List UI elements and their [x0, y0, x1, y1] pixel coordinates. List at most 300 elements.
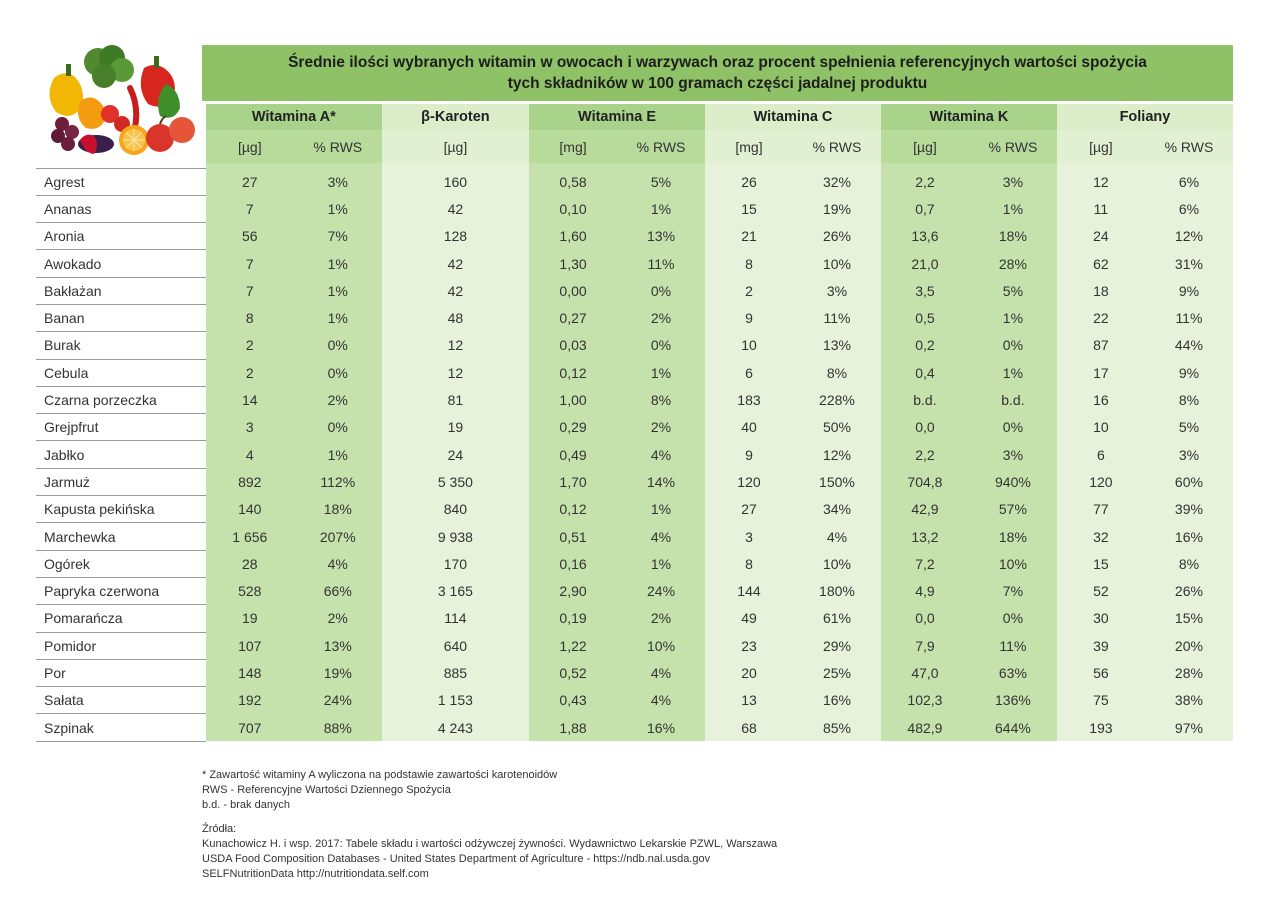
table-cell: 0,12 [529, 359, 617, 386]
table-cell: 0,03 [529, 332, 617, 359]
table-cell: 940% [969, 468, 1057, 495]
table-cell: 1,00 [529, 386, 617, 413]
table-cell: 28% [969, 250, 1057, 277]
table-cell: 26% [1145, 577, 1233, 604]
table-cell: 0% [969, 605, 1057, 632]
table-cell: 24 [382, 441, 529, 468]
table-cell: 30 [1057, 605, 1145, 632]
source-2: USDA Food Composition Databases - United States Department of Agriculture - https://ndb.nal.usda.gov [202, 853, 711, 865]
table-cell: 4% [617, 687, 705, 714]
table-cell: 2% [617, 304, 705, 331]
table-cell: 19% [294, 659, 382, 686]
footnote-bd: b.d. - brak danych [202, 799, 291, 811]
table-cell: 4% [793, 523, 881, 550]
table-cell: 12% [1145, 223, 1233, 250]
unit-header: [mg] [705, 130, 793, 163]
table-cell: 81 [382, 386, 529, 413]
table-cell: 150% [793, 468, 881, 495]
table-cell: 0% [294, 414, 382, 441]
table-cell: 0,16 [529, 550, 617, 577]
table-cell: 1% [617, 550, 705, 577]
product-name: Szpinak [36, 714, 206, 741]
table-cell: 13,6 [881, 223, 969, 250]
table-cell: 62 [1057, 250, 1145, 277]
table-cell: 17 [1057, 359, 1145, 386]
table-cell: 0,43 [529, 687, 617, 714]
header-beta-carotene: β-Karoten [382, 104, 529, 130]
table-cell: 2% [294, 386, 382, 413]
table-cell: 11% [793, 304, 881, 331]
product-name: Awokado [36, 250, 206, 277]
table-cell: 42,9 [881, 496, 969, 523]
table-cell: 42 [382, 277, 529, 304]
table-cell: 1% [294, 441, 382, 468]
table-cell: 2% [617, 605, 705, 632]
table-cell: 1% [969, 359, 1057, 386]
unit-header: [µg] [1057, 130, 1145, 163]
table-cell: 140 [206, 496, 294, 523]
table-row [36, 496, 1233, 523]
table-cell: 0,7 [881, 195, 969, 222]
table-cell: 0,0 [881, 414, 969, 441]
product-name: Banan [36, 304, 206, 331]
table-cell: 2,2 [881, 441, 969, 468]
table-cell: 8% [617, 386, 705, 413]
table-cell: 1,70 [529, 468, 617, 495]
table-row [36, 605, 1233, 632]
table-cell: 34% [793, 496, 881, 523]
table-cell: 0,4 [881, 359, 969, 386]
table-cell: 0,58 [529, 168, 617, 195]
table-cell: 114 [382, 605, 529, 632]
table-row [36, 223, 1233, 250]
footnotes [202, 768, 777, 882]
table-cell: 6 [705, 359, 793, 386]
table-cell: 2,2 [881, 168, 969, 195]
table-cell: 1,30 [529, 250, 617, 277]
table-cell: 0,19 [529, 605, 617, 632]
product-name: Sałata [36, 687, 206, 714]
product-name: Agrest [36, 168, 206, 195]
table-cell: 120 [705, 468, 793, 495]
table-cell: 3 165 [382, 577, 529, 604]
table-cell: 75 [1057, 687, 1145, 714]
table-cell: 26% [793, 223, 881, 250]
table-cell: 0% [969, 414, 1057, 441]
table-cell: 50% [793, 414, 881, 441]
table-row [36, 168, 1233, 195]
table-cell: 5% [969, 277, 1057, 304]
table-cell: 3% [969, 168, 1057, 195]
table-row [36, 632, 1233, 659]
table-cell: 892 [206, 468, 294, 495]
table-cell: 144 [705, 577, 793, 604]
unit-header: % RWS [969, 130, 1057, 163]
table-cell: 24% [294, 687, 382, 714]
table-cell: 885 [382, 659, 529, 686]
table-cell: 1% [617, 496, 705, 523]
table-row [36, 250, 1233, 277]
table-cell: 40 [705, 414, 793, 441]
unit-header: [mg] [529, 130, 617, 163]
table-cell: 1% [969, 304, 1057, 331]
table-cell: 0,29 [529, 414, 617, 441]
table-cell: 29% [793, 632, 881, 659]
table-cell: 18% [969, 523, 1057, 550]
table-cell: 120 [1057, 468, 1145, 495]
table-cell: 4 [206, 441, 294, 468]
table-cell: 8 [705, 550, 793, 577]
table-cell: 1 656 [206, 523, 294, 550]
table-row [36, 195, 1233, 222]
table-cell: 1% [617, 195, 705, 222]
table-row [36, 468, 1233, 495]
table-cell: 0,51 [529, 523, 617, 550]
table-cell: 12 [382, 359, 529, 386]
table-cell: 8 [705, 250, 793, 277]
table-cell: 1,22 [529, 632, 617, 659]
table-cell: 10 [1057, 414, 1145, 441]
source-1: Kunachowicz H. i wsp. 2017: Tabele składu i wartości odżywczej żywności. Wydawnictwo Lekarskie PZWL, Warszawa [202, 838, 778, 850]
table-cell: 0,5 [881, 304, 969, 331]
table-cell: 48 [382, 304, 529, 331]
unit-header: % RWS [617, 130, 705, 163]
table-cell: 4,9 [881, 577, 969, 604]
product-name: Kapusta pekińska [36, 496, 206, 523]
table-cell: 112% [294, 468, 382, 495]
table-cell: 42 [382, 250, 529, 277]
table-cell: 1% [294, 277, 382, 304]
product-name: Grejpfrut [36, 414, 206, 441]
table-cell: 88% [294, 714, 382, 741]
table-cell: 6% [1145, 195, 1233, 222]
table-cell: 14% [617, 468, 705, 495]
product-name: Marchewka [36, 523, 206, 550]
product-name: Czarna porzeczka [36, 386, 206, 413]
sources-label: Źródła: [202, 823, 237, 835]
table-cell: 42 [382, 195, 529, 222]
table-cell: 9 [705, 441, 793, 468]
table-cell: 5% [617, 168, 705, 195]
table-cell: 28 [206, 550, 294, 577]
table-cell: 5 350 [382, 468, 529, 495]
table-cell: 0% [969, 332, 1057, 359]
table-row [36, 414, 1233, 441]
table-cell: 2,90 [529, 577, 617, 604]
table-cell: 228% [793, 386, 881, 413]
table-cell: 20 [705, 659, 793, 686]
table-cell: 1,88 [529, 714, 617, 741]
table-cell: 25% [793, 659, 881, 686]
table-cell: 77 [1057, 496, 1145, 523]
table-row [36, 687, 1233, 714]
table-row [36, 304, 1233, 331]
header-vitamin-c: Witamina C [705, 104, 881, 130]
table-cell: 3% [969, 441, 1057, 468]
table-cell: 9% [1145, 277, 1233, 304]
table-cell: 24 [1057, 223, 1145, 250]
product-name: Ogórek [36, 550, 206, 577]
table-cell: 12 [382, 332, 529, 359]
table-cell: 128 [382, 223, 529, 250]
table-row [36, 277, 1233, 304]
table-title-line-2: tych składników w 100 gramach części jadalnej produktu [507, 75, 928, 92]
table-cell: 3% [793, 277, 881, 304]
table-cell: 4% [617, 659, 705, 686]
table-cell: 10% [793, 250, 881, 277]
table-cell: 39 [1057, 632, 1145, 659]
table-cell: 7% [294, 223, 382, 250]
table-cell: 56 [206, 223, 294, 250]
table-cell: 32% [793, 168, 881, 195]
table-cell: 482,9 [881, 714, 969, 741]
unit-header: % RWS [793, 130, 881, 163]
table-cell: 0% [617, 277, 705, 304]
table-cell: 5% [1145, 414, 1233, 441]
unit-header: [µg] [206, 130, 294, 163]
table-cell: 0,2 [881, 332, 969, 359]
table-cell: 644% [969, 714, 1057, 741]
table-cell: 1% [294, 195, 382, 222]
table-cell: 24% [617, 577, 705, 604]
table-cell: 47,0 [881, 659, 969, 686]
vitamin-table [36, 104, 1233, 742]
product-name: Papryka czerwona [36, 577, 206, 604]
table-cell: 19% [793, 195, 881, 222]
table-cell: 2 [206, 332, 294, 359]
table-cell: 193 [1057, 714, 1145, 741]
table-cell: 2% [617, 414, 705, 441]
table-cell: 21 [705, 223, 793, 250]
table-cell: 0,12 [529, 496, 617, 523]
table-row [36, 332, 1233, 359]
header-row-groups [36, 104, 1233, 130]
table-row [36, 523, 1233, 550]
table-cell: 0% [617, 332, 705, 359]
table-cell: 0,00 [529, 277, 617, 304]
table-cell: 1% [969, 195, 1057, 222]
table-cell: 52 [1057, 577, 1145, 604]
table-cell: 15 [1057, 550, 1145, 577]
table-cell: 10% [617, 632, 705, 659]
table-cell: 16% [793, 687, 881, 714]
table-cell: 707 [206, 714, 294, 741]
header-vitamin-a: Witamina A* [206, 104, 382, 130]
table-cell: 3,5 [881, 277, 969, 304]
table-cell: 7% [969, 577, 1057, 604]
table-cell: 0% [294, 332, 382, 359]
table-cell: 16 [1057, 386, 1145, 413]
table-cell: 44% [1145, 332, 1233, 359]
table-cell: 9 [705, 304, 793, 331]
table-cell: 0,52 [529, 659, 617, 686]
table-cell: 1% [294, 250, 382, 277]
table-cell: b.d. [969, 386, 1057, 413]
table-row [36, 714, 1233, 741]
table-cell: 68 [705, 714, 793, 741]
table-cell: b.d. [881, 386, 969, 413]
table-cell: 10% [969, 550, 1057, 577]
table-title-line-1: Średnie ilości wybranych witamin w owocach i warzywach oraz procent spełnienia referencyjnych wartości spożycia [288, 54, 1147, 71]
table-cell: 192 [206, 687, 294, 714]
table-cell: 7 [206, 277, 294, 304]
footnote-rws: RWS - Referencyjne Wartości Dziennego Spożycia [202, 784, 451, 796]
table-title [202, 45, 1233, 101]
product-name: Por [36, 659, 206, 686]
table-cell: 15% [1145, 605, 1233, 632]
table-cell: 0,0 [881, 605, 969, 632]
table-cell: 0,10 [529, 195, 617, 222]
unit-header: [µg] [881, 130, 969, 163]
table-cell: 26 [705, 168, 793, 195]
table-cell: 13% [294, 632, 382, 659]
table-cell: 7 [206, 195, 294, 222]
table-cell: 27 [206, 168, 294, 195]
table-cell: 102,3 [881, 687, 969, 714]
table-cell: 10% [793, 550, 881, 577]
source-3: SELFNutritionData http://nutritiondata.self.com [202, 868, 429, 880]
table-cell: 6 [1057, 441, 1145, 468]
table-cell: 11 [1057, 195, 1145, 222]
table-cell: 12 [1057, 168, 1145, 195]
table-cell: 1% [617, 359, 705, 386]
table-cell: 28% [1145, 659, 1233, 686]
table-cell: 8% [1145, 550, 1233, 577]
table-cell: 13% [793, 332, 881, 359]
table-cell: 528 [206, 577, 294, 604]
table-cell: 87 [1057, 332, 1145, 359]
table-cell: 8% [1145, 386, 1233, 413]
table-cell: 0% [294, 359, 382, 386]
table-cell: 0,49 [529, 441, 617, 468]
table-cell: 4% [617, 441, 705, 468]
table-cell: 38% [1145, 687, 1233, 714]
table-cell: 7,2 [881, 550, 969, 577]
table-cell: 15 [705, 195, 793, 222]
table-cell: 21,0 [881, 250, 969, 277]
footnote-vitamin-a: * Zawartość witaminy A wyliczona na podstawie zawartości karotenoidów [202, 769, 558, 781]
product-name: Pomidor [36, 632, 206, 659]
table-cell: 13% [617, 223, 705, 250]
table-cell: 18% [969, 223, 1057, 250]
table-cell: 704,8 [881, 468, 969, 495]
product-name: Jabłko [36, 441, 206, 468]
table-row [36, 386, 1233, 413]
table-cell: 3% [1145, 441, 1233, 468]
table-cell: 3 [206, 414, 294, 441]
table-cell: 2 [705, 277, 793, 304]
table-cell: 20% [1145, 632, 1233, 659]
table-cell: 18% [294, 496, 382, 523]
unit-header: % RWS [1145, 130, 1233, 163]
table-row [36, 577, 1233, 604]
table-cell: 148 [206, 659, 294, 686]
table-cell: 63% [969, 659, 1057, 686]
header-folates: Foliany [1057, 104, 1233, 130]
table-cell: 840 [382, 496, 529, 523]
table-cell: 11% [1145, 304, 1233, 331]
table-cell: 183 [705, 386, 793, 413]
table-cell: 10 [705, 332, 793, 359]
header-vitamin-k: Witamina K [881, 104, 1057, 130]
table-cell: 61% [793, 605, 881, 632]
table-cell: 97% [1145, 714, 1233, 741]
table-cell: 14 [206, 386, 294, 413]
table-cell: 1,60 [529, 223, 617, 250]
table-cell: 2% [294, 605, 382, 632]
table-cell: 66% [294, 577, 382, 604]
table-cell: 3 [705, 523, 793, 550]
table-cell: 23 [705, 632, 793, 659]
table-cell: 136% [969, 687, 1057, 714]
table-cell: 8 [206, 304, 294, 331]
table-cell: 22 [1057, 304, 1145, 331]
header-vitamin-e: Witamina E [529, 104, 705, 130]
table-cell: 19 [382, 414, 529, 441]
table-cell: 19 [206, 605, 294, 632]
table-cell: 27 [705, 496, 793, 523]
table-cell: 207% [294, 523, 382, 550]
table-cell: 8% [793, 359, 881, 386]
table-cell: 7 [206, 250, 294, 277]
table-cell: 7,9 [881, 632, 969, 659]
table-cell: 9 938 [382, 523, 529, 550]
table-cell: 2 [206, 359, 294, 386]
table-cell: 16% [1145, 523, 1233, 550]
table-row [36, 659, 1233, 686]
product-name: Aronia [36, 223, 206, 250]
table-cell: 9% [1145, 359, 1233, 386]
unit-header: % RWS [294, 130, 382, 163]
table-cell: 13,2 [881, 523, 969, 550]
product-name: Bakłażan [36, 277, 206, 304]
table-cell: 85% [793, 714, 881, 741]
table-cell: 60% [1145, 468, 1233, 495]
product-name: Pomarańcza [36, 605, 206, 632]
table-cell: 56 [1057, 659, 1145, 686]
table-cell: 160 [382, 168, 529, 195]
table-cell: 57% [969, 496, 1057, 523]
table-cell: 1% [294, 304, 382, 331]
table-row [36, 441, 1233, 468]
table-cell: 0,27 [529, 304, 617, 331]
product-name: Jarmuż [36, 468, 206, 495]
table-cell: 39% [1145, 496, 1233, 523]
table-cell: 12% [793, 441, 881, 468]
table-cell: 180% [793, 577, 881, 604]
header-blank [36, 130, 206, 163]
table-cell: 4% [294, 550, 382, 577]
table-row [36, 359, 1233, 386]
header-row-units [36, 130, 1233, 163]
product-name: Burak [36, 332, 206, 359]
table-row [36, 550, 1233, 577]
table-cell: 32 [1057, 523, 1145, 550]
table-cell: 16% [617, 714, 705, 741]
product-name: Cebula [36, 359, 206, 386]
header-blank [36, 104, 206, 130]
table-cell: 49 [705, 605, 793, 632]
unit-header: [µg] [382, 130, 529, 163]
product-name: Ananas [36, 195, 206, 222]
table-cell: 4 243 [382, 714, 529, 741]
table-cell: 11% [617, 250, 705, 277]
table-cell: 1 153 [382, 687, 529, 714]
table-cell: 3% [294, 168, 382, 195]
table-cell: 4% [617, 523, 705, 550]
table-cell: 11% [969, 632, 1057, 659]
table-cell: 170 [382, 550, 529, 577]
